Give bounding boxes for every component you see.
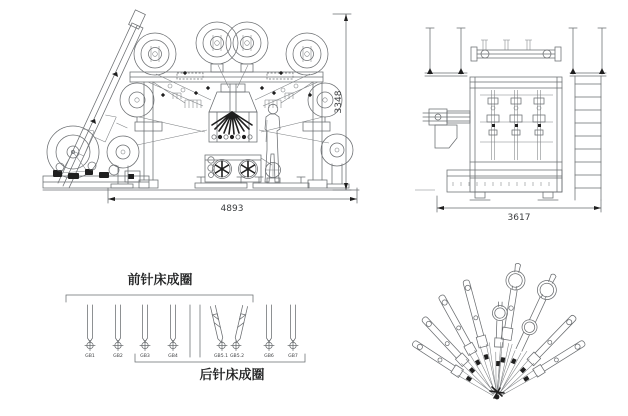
warp-beam-center-left [196, 22, 238, 72]
front-width-dim-text: 4893 [220, 204, 244, 214]
svg-text:GB2: GB2 [113, 354, 123, 359]
mechanism-column-2 [510, 90, 522, 160]
front-needle-bed-label: 前针床成圈 [127, 273, 193, 288]
front-height-dim-text: 3348 [334, 90, 344, 114]
guide-bar-gb1 [85, 305, 95, 359]
creel-elevator [43, 10, 149, 188]
side-frame [447, 77, 562, 200]
guide-bar-gb2 [113, 305, 123, 359]
takedown-wheel-right [239, 160, 258, 179]
svg-text:GB5.2: GB5.2 [229, 354, 245, 359]
guide-bar-threading-diagram [55, 258, 315, 393]
pattern-wheel-row [212, 135, 252, 139]
outrigger-stand-left [425, 28, 467, 76]
side-width-dimension [437, 196, 601, 223]
svg-text:GB3: GB3 [140, 354, 150, 359]
yarn-fan-spray [212, 112, 252, 134]
svg-text:GB4: GB4 [168, 354, 178, 359]
guide-bar-gb6 [264, 305, 274, 359]
interior-mechanism [480, 90, 553, 160]
warp-beam-mid-left [120, 83, 154, 122]
guide-bar-gb5-1 [210, 305, 228, 359]
mechanism-column-3 [533, 90, 545, 160]
svg-text:GB7: GB7 [288, 354, 298, 359]
svg-text:GB6: GB6 [264, 354, 274, 359]
front-needle-bed-bracket [66, 295, 253, 302]
takedown-wheel-left [213, 160, 232, 179]
front-elevation-view [35, 0, 365, 218]
guide-bar-gb4 [168, 305, 178, 359]
lever-arm-1 [411, 339, 497, 399]
guide-bar-comb-left [173, 93, 201, 108]
human-figure [265, 104, 280, 182]
beam-shaft-assembly [471, 40, 561, 61]
needle-bed-divider [190, 305, 200, 357]
warp-beam-outer-right [286, 33, 328, 75]
side-width-dim-text: 3617 [507, 213, 531, 223]
warp-beam-outer-left [134, 33, 176, 75]
outrigger-stand-right [569, 28, 606, 76]
side-elevation-view [415, 10, 620, 222]
guide-bar-gb7 [288, 305, 298, 359]
warp-beam-low-left [107, 136, 139, 188]
ladder [575, 76, 601, 200]
takedown-unit [195, 155, 309, 188]
back-needle-bed-label: 后针床成圈 [199, 368, 265, 383]
svg-text:GB1: GB1 [85, 354, 95, 359]
drive-unit [423, 109, 470, 148]
guide-bar-fan-diagram [368, 250, 623, 416]
svg-text:GB5.1: GB5.1 [213, 354, 229, 359]
mechanism-column-1 [487, 90, 499, 160]
warp-beam-center-right [226, 22, 268, 72]
guide-bar-gb3 [140, 305, 150, 359]
lever-arm-ring-small [490, 302, 508, 393]
front-height-dimension [333, 14, 351, 190]
front-width-dimension [108, 188, 357, 214]
guide-bar-gb5-2 [230, 305, 248, 359]
